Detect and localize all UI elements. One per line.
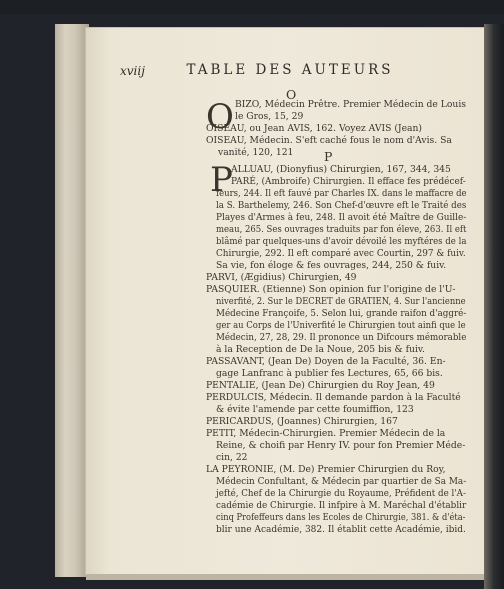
dropcap-o: O [206, 97, 234, 137]
running-title: TABLE DES AUTEURS [186, 62, 394, 78]
entry-line: PASQUIER. (Etienne) Son opinion fur l'origine de l'U- [206, 284, 456, 295]
entry-line: & évite l'amende par cette foumiffion, 123 [216, 404, 414, 415]
entry-line: PERDULCIS, Médecin. Il demande pardon à la Faculté [206, 392, 461, 403]
entry-line: vanité, 120, 121 [218, 147, 294, 158]
entry-line: jefté, Chef de la Chirurgie du Royaume, Préfident de l'A- [216, 488, 466, 499]
right-page-edge [484, 24, 504, 589]
entry-line: feurs, 244. Il eft fauvé par Charles IX. dans le maffacre de [216, 188, 467, 199]
entry-line: ALLUAU, (Dionyfius) Chirurgien, 167, 344, 345 [231, 164, 451, 175]
entry-line: Playes d'Armes à feu, 248. Il avoit été Maître de Guille- [216, 212, 467, 223]
entry-line: niverfité, 2. Sur le DECRET de GRATIEN, 4. Sur l'ancienne [216, 296, 466, 307]
book-spine-edge [55, 24, 89, 577]
entry-line: cadémie de Chirurgie. Il infpire à M. Maréchal d'établir [216, 500, 467, 511]
entry-line: PASSAVANT, (Jean De) Doyen de la Faculté, 36. En- [206, 356, 446, 367]
entry-line: PERICARDUS, (Joannes) Chirurgien, 167 [206, 416, 398, 427]
scan-background-top [0, 0, 504, 14]
entry-line: Chirurgie, 292. Il eft comparé avec Courtin, 297 & fuiv. [216, 248, 466, 259]
section-heading-p: P [324, 149, 333, 164]
entry-line: cinq Profeffeurs dans les Ecoles de Chirurgie, 381. & d'éta- [216, 512, 466, 523]
entry-line: Médecin Confultant, & Médecin par quartier de Sa Ma- [216, 476, 467, 487]
entry-line: PENTALIE, (Jean De) Chirurgien du Roy Jean, 49 [206, 380, 435, 391]
entry-line: OISEAU, Médecin. S'eft caché fous le nom d'Avis. Sa [206, 135, 452, 146]
entry-line: LA PEYRONIE, (M. De) Premier Chirurgien du Roy, [206, 464, 446, 475]
entry-line: blir une Académie, 382. Il établit cette Académie, ibid. [216, 524, 466, 535]
entry-line: le Gros, 15, 29 [235, 111, 304, 122]
entry-line: BIZO, Médecin Prêtre. Premier Médecin de Louis [235, 99, 466, 110]
entry-line: PARÉ, (Ambroife) Chirurgien. Il efface fes prédécef- [231, 176, 466, 187]
entry-line: ger au Corps de l'Univerfité le Chirurgien tout ainfi que le [216, 320, 466, 331]
page-header [120, 62, 460, 84]
page-bottom-edge [86, 574, 484, 580]
section-heading-o: O [286, 87, 297, 102]
entry-line: PETIT, Médecin-Chirurgien. Premier Médecin de la [206, 428, 446, 439]
entry-line: Sa vie, fon éloge & fes ouvrages, 244, 250 & fuiv. [216, 260, 447, 271]
entry-line: gage Lanfranc à publier fes Lectures, 65, 66 bis. [216, 368, 443, 379]
entry-line: blâmé par quelques-uns d'avoir dévoilé les myftéres de la [216, 236, 467, 247]
entry-line: la S. Barthelemy, 246. Son Chef-d'œuvre eft le Traité des [216, 200, 467, 211]
entry-line: PARVI, (Ægidius) Chirurgien, 49 [206, 272, 357, 283]
entry-line: Médecine Françoife, 5. Selon lui, grande raifon d'aggré- [216, 308, 467, 319]
dropcap-p: P [210, 160, 233, 200]
entry-line: Médecin, 27, 28, 29. Il prononce un Difcours mémorable [216, 332, 467, 343]
entry-line: cin, 22 [216, 452, 248, 463]
entry-line: OISEAU, ou Jean AVIS, 162. Voyez AVIS (Jean) [206, 123, 423, 134]
entry-line: meau, 265. Ses ouvrages traduits par fon éleve, 263. Il eft [216, 224, 467, 235]
entry-line: Reine, & choifi par Henry IV. pour fon Premier Méde- [216, 440, 466, 451]
page-number: xviij [120, 64, 145, 78]
entry-line: à la Reception de De la Noue, 205 bis & fuiv. [216, 344, 425, 355]
